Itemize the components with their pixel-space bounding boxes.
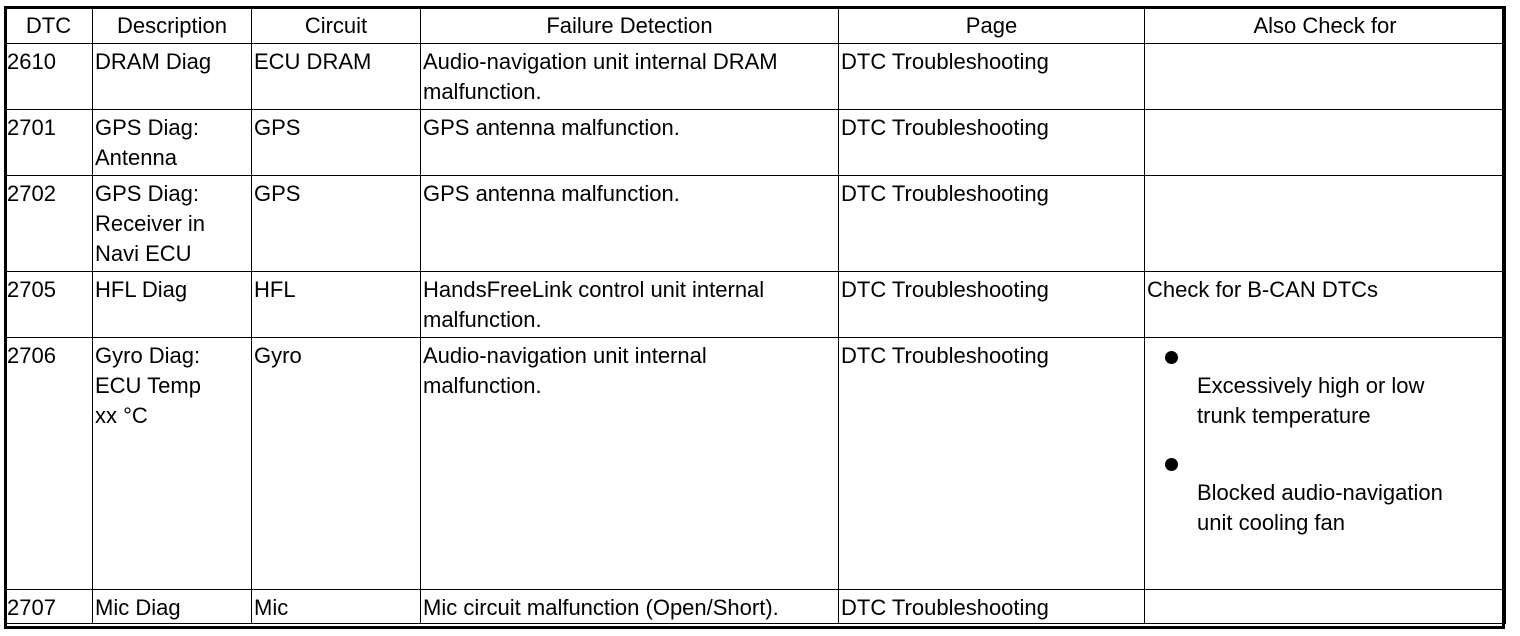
cell-also-check-for: Check for B-CAN DTCs	[1145, 272, 1506, 338]
bullet-line: unit cooling fan	[1197, 510, 1345, 535]
description-line: DRAM Diag	[95, 49, 212, 74]
cell-page: DTC Troubleshooting	[839, 176, 1145, 272]
bullet-line: Excessively high or low	[1197, 373, 1425, 398]
cell-page: DTC Troubleshooting	[839, 272, 1145, 338]
failure-line: GPS antenna malfunction.	[423, 181, 680, 206]
cell-dtc: 2706	[5, 338, 93, 590]
cell-circuit: Mic	[252, 590, 421, 624]
cell-dtc: 2707	[5, 590, 93, 624]
failure-line: malfunction.	[423, 373, 542, 398]
cell-dtc: 2701	[5, 110, 93, 176]
description-line: GPS Diag:	[95, 115, 199, 140]
header-failure-detection: Failure Detection	[421, 7, 839, 44]
description-line: Navi ECU	[95, 241, 192, 266]
cell-page: DTC Troubleshooting	[839, 338, 1145, 590]
description-line: Antenna	[95, 145, 177, 170]
cell-circuit: Gyro	[252, 338, 421, 590]
description-line: xx °C	[95, 403, 148, 428]
failure-line: Audio-navigation unit internal	[423, 343, 707, 368]
description-line: Gyro Diag:	[95, 343, 201, 368]
cell-circuit: HFL	[252, 272, 421, 338]
cell-circuit: GPS	[252, 110, 421, 176]
header-description: Description	[93, 7, 252, 44]
table-outer-border	[4, 6, 1505, 629]
header-also-check-for: Also Check for	[1145, 7, 1506, 44]
header-page: Page	[839, 7, 1145, 44]
failure-line: Mic circuit malfunction (Open/Short).	[423, 595, 779, 620]
description-line: GPS Diag:	[95, 181, 199, 206]
failure-line: HandsFreeLink control unit internal	[423, 277, 765, 302]
cell-circuit: GPS	[252, 176, 421, 272]
header-dtc: DTC	[5, 7, 93, 44]
description-line: Mic Diag	[95, 595, 181, 620]
bullet-line: trunk temperature	[1197, 403, 1371, 428]
failure-line: Audio-navigation unit internal DRAM	[423, 49, 778, 74]
cell-page: DTC Troubleshooting	[839, 110, 1145, 176]
header-circuit: Circuit	[252, 7, 421, 44]
failure-line: malfunction.	[423, 307, 542, 332]
description-line: HFL Diag	[95, 277, 188, 302]
cell-dtc: 2610	[5, 44, 93, 110]
description-line: Receiver in	[95, 211, 206, 236]
cell-circuit: ECU DRAM	[252, 44, 421, 110]
cell-dtc: 2705	[5, 272, 93, 338]
description-line: ECU Temp	[95, 373, 201, 398]
bullet-line: Blocked audio-navigation	[1197, 480, 1443, 505]
failure-line: GPS antenna malfunction.	[423, 115, 680, 140]
cell-page: DTC Troubleshooting	[839, 44, 1145, 110]
cell-dtc: 2702	[5, 176, 93, 272]
cell-page: DTC Troubleshooting	[839, 590, 1145, 624]
failure-line: malfunction.	[423, 79, 542, 104]
